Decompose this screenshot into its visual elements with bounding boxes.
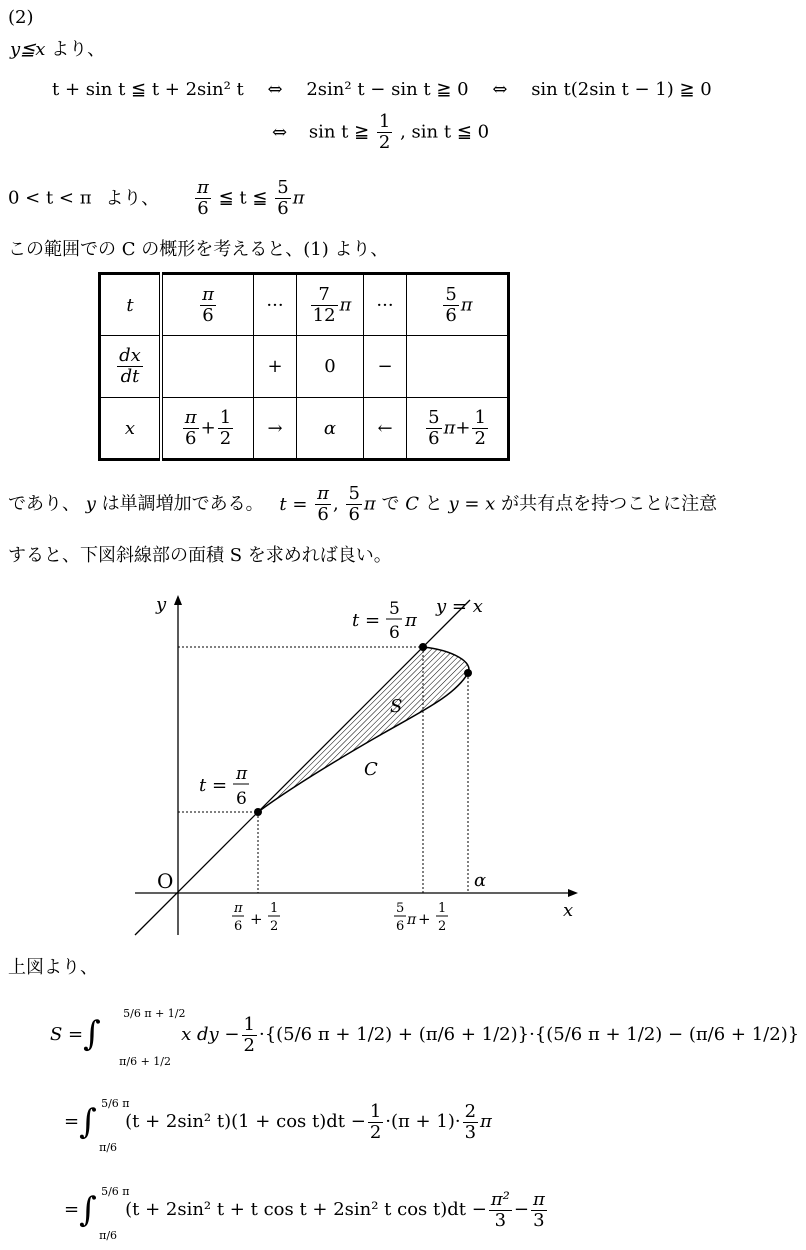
table-cell: → [254,398,297,460]
table-cell: $\frac{5}{6}$ π+ $\frac{1}{2}$ [407,398,509,460]
ineq-rhs: sin t(2sin t − 1) ≧ 0 [531,79,712,100]
y-axis-label: y [156,594,167,615]
equation-1 [50,1002,799,1068]
table-row-t [100,274,509,336]
integral-lower: π/6 [99,1141,118,1154]
svg-text:π: π [234,901,243,916]
pi-symbol: π [480,1111,492,1132]
svg-text:2: 2 [438,919,447,934]
table-cell: ··· [364,274,407,336]
text-segment: と [424,493,443,515]
fraction-2-3: $\frac{2}{3}$ [464,1100,477,1143]
inequality-solution [272,112,489,153]
text-segment: で [381,493,400,515]
t-eq: t = [279,493,308,515]
x-axis-label: x [563,900,574,921]
svg-text:π: π [407,912,417,928]
var-y: y [85,493,96,515]
ineq-lhs: t + sin t ≦ t + 2sin² t [52,79,244,100]
solution-a: sin t ≧ [308,121,370,143]
svg-text:+: + [418,910,431,928]
equation-3: = ∫ 5/6 π π/6 (t + 2sin² t + t cos t + 2sin² t cos t)dt − $\frac{\text{π²}}{3}$ − $\frac{\pi}{3}$ [64,1180,549,1240]
point-t-5pi-6 [419,643,427,651]
table-cell [161,336,254,398]
t-top-den: 6 [389,623,400,643]
point-t-pi-6 [254,808,262,816]
table-row-dxdt [100,336,509,398]
table-label-t: t [100,274,162,336]
integral-1: ∫ 5/6 π + 1/2 π/6 + 1/2 [83,1002,127,1068]
integral-upper: 5/6 π [101,1185,130,1198]
region-label: S [390,696,403,717]
t-top-label: t = [352,610,381,631]
table-row-x [100,398,509,460]
t-bot-label: t = [199,775,228,796]
table-cell: + [254,336,297,398]
table-label-x: x [100,398,162,460]
text-segment: が共有点を持つことに注意 [501,493,718,515]
part-label: (2) [8,7,34,28]
t-top-pi: π [405,610,417,631]
range-mid: ≦ t ≦ [218,187,268,209]
range-line [8,178,305,219]
tick-label-2 [394,901,448,934]
table-label-dxdt: $\frac{dx}{dt}$ [100,336,162,398]
integral-3: ∫ 5/6 π π/6 [79,1180,109,1240]
integral-lower: π/6 [99,1229,118,1242]
integral-2: ∫ 5/6 π π/6 [79,1092,109,1152]
curve-name: C [405,493,420,515]
hatched-region-s [258,647,469,812]
from-figure: 上図より、 [8,957,98,978]
inequality-chain [52,78,712,102]
eq2-body: (t + 2sin² t)(1 + cos t)dt − [125,1111,366,1132]
svg-text:6: 6 [234,919,243,934]
iff-symbol: ⇔ [267,79,283,100]
fraction-half: $\frac{1}{2}$ [243,1013,255,1056]
fraction-5-6: $\frac{5}{6}$ [348,483,360,525]
origin-label: O [157,869,174,893]
t-top-num: 5 [389,599,400,619]
line-y-eq-x [135,600,470,935]
integral-lower: π/6 + 1/2 [119,1055,171,1068]
eq1-rest: ·{(5/6 π + 1/2) + (π/6 + 1/2)}·{(5/6 π + 1/2) − (π/6 + 1/2)} [258,1024,800,1045]
eq1-body: x dy − [181,1024,240,1045]
svg-text:1: 1 [270,901,279,916]
range-yori: より、 [105,187,160,209]
intro-text: この範囲での C の概形を考えると、(1) より、 [8,239,389,260]
solution-b: , sin t ≦ 0 [400,121,490,143]
svg-text:1: 1 [438,901,447,916]
alpha-label: α [474,870,487,891]
area-intro: すると、下図斜線部の面積 S を求めれば良い。 [8,545,392,566]
table-cell: α [297,398,364,460]
curve-label: C [364,759,378,780]
eq-s: S = [50,1024,84,1045]
fraction-half: $\frac{1}{2}$ [369,1100,382,1143]
iff-symbol: ⇔ [492,79,508,100]
fraction-pi-3: $\frac{\pi}{3}$ [532,1188,545,1231]
table-cell: $\frac{\pi}{6}$ [161,274,254,336]
table-cell: 0 [297,336,364,398]
eq3-body: (t + 2sin² t + t cos t + 2sin² t cos t)dt − [125,1199,487,1220]
fraction-pi-6: $\frac{\pi}{6}$ [317,483,329,525]
point-alpha [464,669,472,677]
line-label: y = x [436,596,483,617]
ineq-mid: 2sin² t − sin t ≧ 0 [306,79,469,100]
fraction-half: $\frac{1}{2}$ [378,111,391,153]
monotone-line [8,484,717,525]
table-cell: $\frac{7}{12}$ π [297,274,364,336]
iff-symbol: ⇔ [272,121,288,143]
y-axis-arrow [174,595,182,605]
area-figure [0,580,806,940]
table-cell: ← [364,398,407,460]
pi-symbol: π [363,493,376,515]
variation-table [98,272,510,461]
fraction-pi2-3: $\frac{\text{π²}}{3}$ [490,1188,510,1231]
t-bot-den: 6 [236,789,247,809]
table-cell: $\frac{\pi}{6}$ + $\frac{1}{2}$ [161,398,254,460]
table-cell: $\frac{5}{6}$ π [407,274,509,336]
equation-2: = ∫ 5/6 π π/6 (t + 2sin² t)(1 + cos t)dt − $\frac{1}{2}$ ·(π + 1)· $\frac{2}{3}$ π [64,1092,492,1152]
svg-text:+: + [250,910,263,928]
condition-text: より、 [51,39,106,60]
table-cell: − [364,336,407,398]
fraction-pi-6: $\frac{\pi}{6}$ [197,177,209,219]
tick-label-1 [232,901,280,934]
t-bot-num: π [236,764,248,784]
x-axis-arrow [568,889,578,897]
minus-sign: − [513,1199,529,1220]
table-cell [407,336,509,398]
text-segment: は単調増加である。 [101,493,264,515]
pi-symbol: π [292,187,305,209]
text-segment: であり、 [8,493,80,515]
condition-expr: y≦x [10,39,46,60]
range-cond: 0 < t < π [8,187,92,209]
line-eq: y = x [448,493,496,515]
svg-text:2: 2 [270,919,279,934]
condition-line [10,38,105,62]
integral-upper: 5/6 π [101,1097,130,1110]
svg-text:6: 6 [396,919,405,934]
comma: , [333,493,339,515]
eq2-mid: ·(π + 1)· [385,1111,461,1132]
svg-text:5: 5 [396,901,405,916]
table-cell: ··· [254,274,297,336]
integral-upper: 5/6 π + 1/2 [123,1007,186,1020]
fraction-5-6: $\frac{5}{6}$ [277,177,289,219]
